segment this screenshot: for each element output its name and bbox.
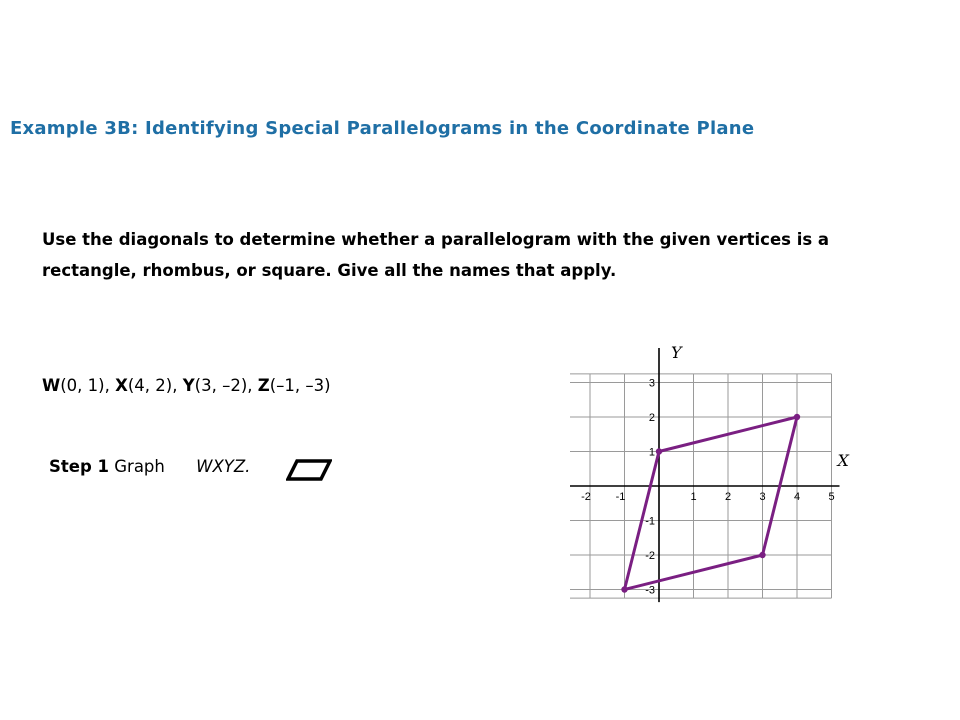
vertex-w-name: W [42,376,61,395]
separator: , [247,376,258,395]
vertices-line [42,376,331,395]
y-tick-label: 3 [648,377,655,390]
parallelogram-icon [286,458,332,482]
y-tick-label: -1 [645,515,655,528]
y-tick-label: -2 [645,550,655,562]
x-tick-label: -1 [615,491,626,503]
parallelogram-wxyz [621,414,800,593]
x-tick-label: 1 [690,491,697,503]
step-label: Step 1 [49,457,109,476]
y-tick-label: -3 [645,584,655,597]
step-1-line [49,457,250,476]
vertex-y-name: Y [182,376,195,395]
x-tick-label: -2 [581,491,591,503]
parallelogram-outline [625,417,801,590]
vertex-point [759,552,765,558]
coordinate-graph [570,336,850,626]
x-tick-label: 3 [759,491,766,503]
y-tick-label: 1 [648,446,655,459]
step-shape-name: WXYZ. [196,457,251,476]
vertex-w-coords: (0, 1) [60,376,105,395]
axes [570,348,840,602]
vertex-point [656,448,662,454]
vertex-point [621,586,627,592]
separator: , [172,376,183,395]
step-action: Graph [114,457,165,476]
instructions-text: Use the diagonals to determine whether a parallelogram with the given vertices is a rectangle, rhombus, or square. Give all the names that apply. [42,230,830,280]
vertex-point [794,414,800,420]
vertex-z-name: Z [257,376,270,395]
x-tick-label: 2 [724,491,732,503]
y-axis-label: Y [671,343,682,362]
page-title: Example 3B: Identifying Special Parallelograms in the Coordinate Plane [10,118,755,139]
y-tick-label: 2 [648,412,655,424]
vertex-x-coords: (4, 2) [127,376,173,395]
vertex-y-coords: (3, –2) [194,376,248,395]
x-tick-label: 4 [793,491,801,503]
x-axis-label: X [837,451,849,470]
x-tick-label: 5 [828,491,835,503]
separator: , [104,376,116,395]
vertex-z-coords: (–1, –3) [269,376,331,395]
vertex-x-name: X [115,376,128,395]
